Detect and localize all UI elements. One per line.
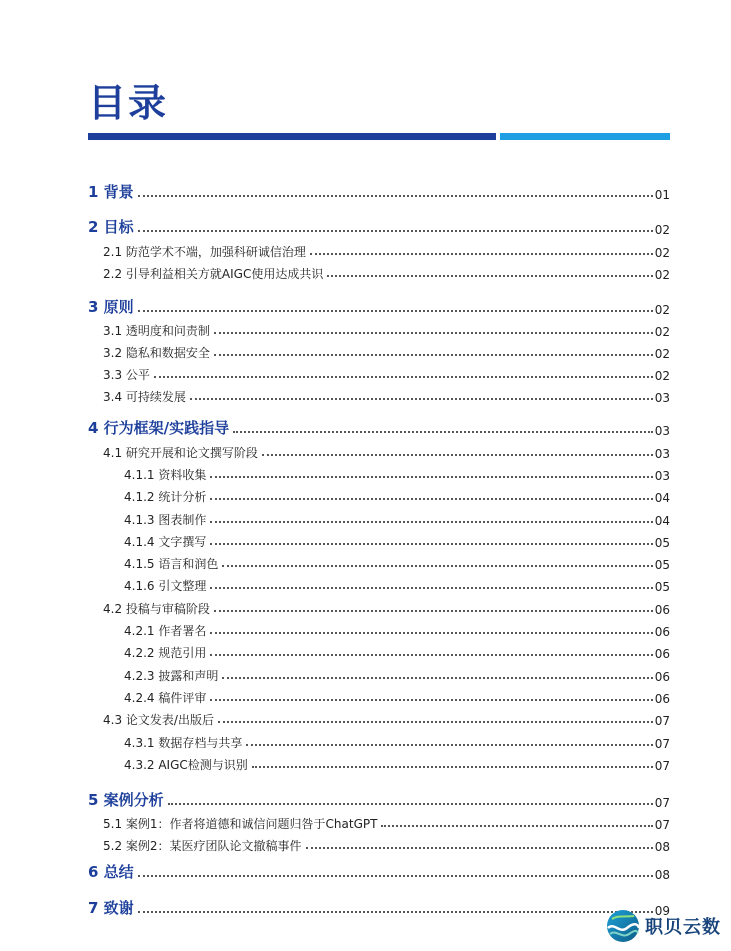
toc-entry-page-number: 02 [654, 325, 670, 339]
toc-dot-leader [262, 454, 653, 456]
toc-dot-leader [210, 632, 652, 634]
toc-dot-leader [252, 766, 653, 768]
toc-entry[interactable] [103, 834, 670, 854]
toc-entry-label: 4.1.3 图表制作 [124, 513, 207, 527]
toc-entry-label: 4.2.2 规范引用 [124, 646, 207, 660]
toc-entry[interactable] [88, 862, 670, 882]
toc-entry[interactable] [103, 597, 670, 617]
toc-entry-label: 3.2 隐私和数据安全 [103, 346, 210, 360]
toc-entry-label: 5.2 案例2：某医疗团队论文撤稿事件 [103, 839, 302, 853]
toc-entry-label: 4.1 研究开展和论文撰写阶段 [103, 446, 258, 460]
toc-dot-leader [154, 376, 653, 378]
toc-entry-page-number: 02 [654, 268, 670, 282]
toc-entry-label: 4.3.1 数据存档与共享 [124, 736, 243, 750]
toc-dot-leader [306, 847, 653, 849]
toc-entry[interactable] [124, 463, 670, 483]
toc-entry-page-number: 02 [654, 303, 670, 317]
globe-wave-icon [604, 907, 642, 945]
title-underline-dark [88, 133, 496, 140]
toc-entry[interactable] [103, 812, 670, 832]
toc-entry-page-number: 09 [654, 904, 670, 918]
toc-entry-page-number: 02 [654, 369, 670, 383]
toc-entry-label: 4.2.1 作者署名 [124, 624, 207, 638]
toc-entry-page-number: 07 [654, 714, 670, 728]
toc-entry-page-number: 06 [654, 692, 670, 706]
toc-dot-leader [190, 398, 653, 400]
toc-entry[interactable] [124, 753, 670, 773]
toc-entry-page-number: 06 [654, 670, 670, 684]
toc-entry[interactable] [103, 385, 670, 405]
toc-entry-label: 3.3 公平 [103, 368, 150, 382]
toc-entry[interactable] [124, 619, 670, 639]
toc-dot-leader [210, 498, 652, 500]
toc-entry[interactable] [88, 790, 670, 810]
toc-dot-leader [381, 825, 652, 827]
title-underline-light [500, 133, 670, 140]
toc-entry-page-number: 08 [654, 868, 670, 882]
brand-name: 职贝云数 [645, 917, 721, 938]
toc-entry-page-number: 07 [654, 737, 670, 751]
toc-entry-page-number: 02 [654, 223, 670, 237]
toc-entry-label: 4.2.3 披露和声明 [124, 669, 219, 683]
toc-entry[interactable] [124, 485, 670, 505]
toc-dot-leader [222, 677, 652, 679]
toc-entry[interactable] [124, 731, 670, 751]
page-title: 目录 [88, 81, 169, 125]
toc-entry-label: 2.1 防范学术不端，加强科研诚信治理 [103, 245, 306, 259]
toc-dot-leader [210, 476, 652, 478]
toc-dot-leader [233, 431, 653, 433]
toc-dot-leader [327, 275, 652, 277]
toc-entry-label: 3.4 可持续发展 [103, 390, 186, 404]
toc-dot-leader [210, 654, 652, 656]
toc-entry[interactable] [124, 574, 670, 594]
toc-entry-label: 4.1.4 文字撰写 [124, 535, 207, 549]
toc-entry-label: 4.1.1 资料收集 [124, 468, 207, 482]
toc-dot-leader [222, 565, 652, 567]
toc-dot-leader [138, 911, 653, 913]
toc-entry-label: 6 总结 [88, 863, 134, 881]
toc-entry-label: 3.1 透明度和问责制 [103, 324, 210, 338]
toc-entry[interactable] [124, 686, 670, 706]
toc-entry-label: 2 目标 [88, 218, 134, 236]
toc-entry-page-number: 07 [654, 759, 670, 773]
toc-entry-label: 5.1 案例1：作者将道德和诚信问题归咎于ChatGPT [103, 817, 378, 831]
toc-entry-label: 7 致谢 [88, 899, 134, 917]
toc-entry-page-number: 02 [654, 347, 670, 361]
toc-entry[interactable] [103, 708, 670, 728]
toc-entry-page-number: 07 [654, 818, 670, 832]
toc-dot-leader [246, 744, 652, 746]
toc-entry-page-number: 01 [654, 188, 670, 202]
toc-entry[interactable] [88, 898, 670, 918]
toc-entry-page-number: 04 [654, 514, 670, 528]
toc-entry[interactable] [103, 319, 670, 339]
toc-entry-page-number: 03 [654, 469, 670, 483]
toc-entry-page-number: 05 [654, 580, 670, 594]
toc-entry[interactable] [88, 297, 670, 317]
toc-entry-page-number: 04 [654, 491, 670, 505]
toc-entry-page-number: 03 [654, 447, 670, 461]
toc-dot-leader [214, 332, 653, 334]
toc-entry-label: 3 原则 [88, 298, 134, 316]
toc-entry[interactable] [103, 363, 670, 383]
toc-entry[interactable] [124, 508, 670, 528]
toc-entry[interactable] [88, 182, 670, 202]
toc-dot-leader [210, 521, 652, 523]
toc-entry-page-number: 07 [654, 796, 670, 810]
toc-dot-leader [168, 803, 653, 805]
toc-entry[interactable] [103, 341, 670, 361]
brand-logo [604, 906, 726, 946]
toc-entry[interactable] [103, 441, 670, 461]
toc-dot-leader [214, 354, 653, 356]
toc-dot-leader [310, 253, 653, 255]
toc-dot-leader [138, 230, 653, 232]
toc-entry[interactable] [124, 530, 670, 550]
toc-entry-page-number: 02 [654, 246, 670, 260]
toc-entry-page-number: 08 [654, 840, 670, 854]
toc-entry[interactable] [88, 418, 670, 438]
toc-entry[interactable] [124, 664, 670, 684]
toc-entry-page-number: 03 [654, 424, 670, 438]
toc-dot-leader [138, 195, 653, 197]
toc-entry-label: 5 案例分析 [88, 791, 164, 809]
toc-entry-label: 4 行为框架/实践指导 [88, 419, 230, 437]
toc-entry[interactable] [103, 262, 670, 282]
toc-entry-label: 4.3.2 AIGC检测与识别 [124, 758, 248, 772]
toc-dot-leader [214, 610, 653, 612]
toc-entry[interactable] [124, 641, 670, 661]
toc-dot-leader [138, 310, 653, 312]
toc-entry-label: 4.2.4 稿件评审 [124, 691, 207, 705]
toc-entry-label: 1 背景 [88, 183, 134, 201]
toc-entry-label: 4.1.5 语言和润色 [124, 557, 219, 571]
toc-entry-page-number: 05 [654, 536, 670, 550]
toc-entry-page-number: 06 [654, 603, 670, 617]
toc-entry-label: 2.2 引导利益相关方就AIGC使用达成共识 [103, 267, 324, 281]
toc-entry[interactable] [103, 240, 670, 260]
toc-entry-page-number: 06 [654, 647, 670, 661]
toc-entry-page-number: 03 [654, 391, 670, 405]
toc-entry[interactable] [88, 217, 670, 237]
toc-entry-label: 4.3 论文发表/出版后 [103, 713, 214, 727]
toc-entry-page-number: 06 [654, 625, 670, 639]
toc-entry-label: 4.2 投稿与审稿阶段 [103, 602, 210, 616]
toc-dot-leader [218, 721, 653, 723]
toc-dot-leader [210, 699, 652, 701]
toc-dot-leader [210, 587, 652, 589]
toc-entry-label: 4.1.2 统计分析 [124, 490, 207, 504]
toc-entry[interactable] [124, 552, 670, 572]
toc-dot-leader [138, 875, 653, 877]
toc-entry-label: 4.1.6 引文整理 [124, 579, 207, 593]
toc-dot-leader [210, 543, 652, 545]
toc-entry-page-number: 05 [654, 558, 670, 572]
